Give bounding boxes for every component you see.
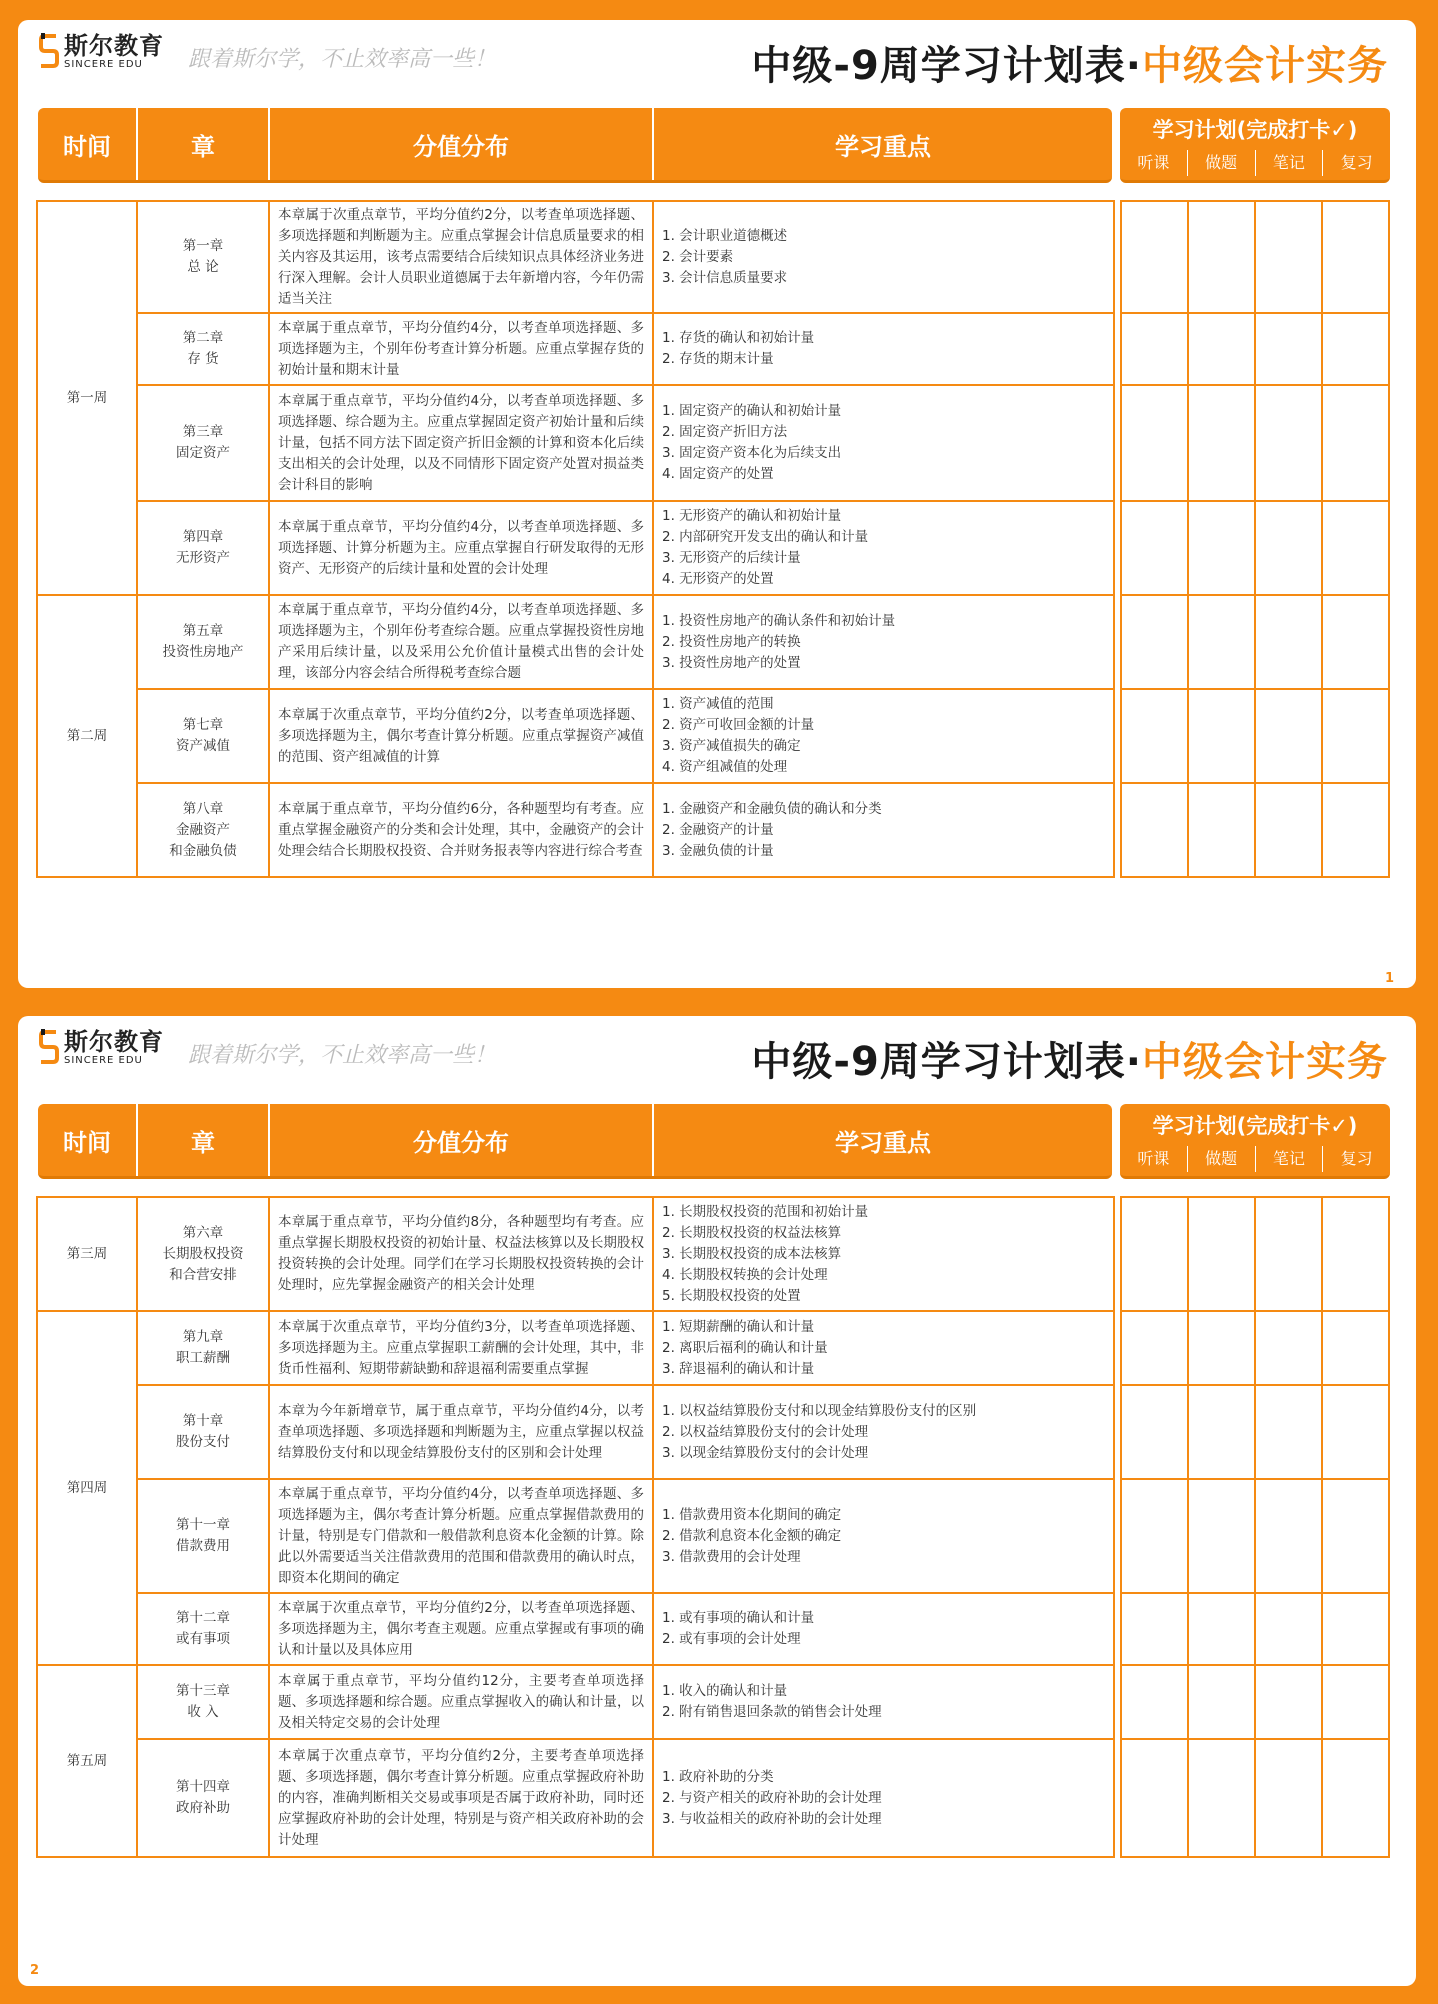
- chapter-name: 第二章 存 货: [137, 313, 269, 385]
- score-desc: 本章属于重点章节，平均分值约4分，以考查单项选择题、多项选择题为主，偶尔考查计算分析题。应重点掌握借款费用的计量，特别是专门借款和一般借款利息资本化金额的计算。除此以外需要适当关注借款费用的范围和借款费用的确认时点，即资本化期间的确定: [269, 1479, 653, 1593]
- checkin-cell[interactable]: [1255, 313, 1322, 385]
- table-row: [37, 1385, 1114, 1479]
- chapter-name: 第七章 资产减值: [137, 689, 269, 783]
- sincere-s-icon: [38, 32, 60, 70]
- col-score: 分值分布: [413, 132, 509, 161]
- focus-list: 1. 收入的确认和计量 2. 附有销售退回条款的销售会计处理: [653, 1665, 1114, 1739]
- focus-list: 1. 固定资产的确认和初始计量 2. 固定资产折旧方法 3. 固定资产资本化为后续支出 4. 固定资产的处置: [653, 385, 1114, 501]
- logo: [38, 1028, 164, 1066]
- page-title: [751, 34, 1388, 91]
- checkin-cell[interactable]: [1121, 595, 1188, 689]
- title-part1: 中级-9周学习计划表·: [751, 43, 1142, 89]
- checkin-cell[interactable]: [1188, 1593, 1255, 1665]
- checkin-cell[interactable]: [1322, 783, 1389, 877]
- plan-notes: 笔记: [1255, 1146, 1323, 1172]
- checkin-cell[interactable]: [1322, 313, 1389, 385]
- checkin-cell[interactable]: [1121, 1593, 1188, 1665]
- checkin-cell[interactable]: [1255, 501, 1322, 595]
- column-header-bar: [38, 1104, 1112, 1179]
- chapter-name: 第八章 金融资产 和金融负债: [137, 783, 269, 877]
- table-row: [37, 1593, 1114, 1665]
- slogan: 跟着斯尔学，不止效率高一些！: [188, 1043, 497, 1068]
- title-part2: 中级会计实务: [1142, 43, 1388, 89]
- focus-list: 1. 无形资产的确认和初始计量 2. 内部研究开发支出的确认和计量 3. 无形资产的后续计量 4. 无形资产的处置: [653, 501, 1114, 595]
- title-part1: 中级-9周学习计划表·: [751, 1039, 1142, 1085]
- plan-page-2: [18, 1016, 1416, 1986]
- checkin-cell[interactable]: [1121, 313, 1188, 385]
- chapter-name: 第三章 固定资产: [137, 385, 269, 501]
- focus-list: 1. 会计职业道德概述 2. 会计要素 3. 会计信息质量要求: [653, 201, 1114, 313]
- plan-header: [1120, 108, 1390, 183]
- page-number: 1: [1384, 971, 1394, 986]
- checkin-cell[interactable]: [1322, 595, 1389, 689]
- checkin-cell[interactable]: [1322, 1593, 1389, 1665]
- checkin-cell[interactable]: [1255, 1479, 1322, 1593]
- table-row: [37, 1311, 1114, 1385]
- chapter-name: 第十三章 收 入: [137, 1665, 269, 1739]
- plan-listen: 听课: [1137, 1149, 1170, 1168]
- table-row: [37, 201, 1114, 313]
- checkin-cell[interactable]: [1188, 1479, 1255, 1593]
- page-title: [751, 1030, 1388, 1087]
- checkin-cell[interactable]: [1255, 1197, 1322, 1311]
- checkin-cell[interactable]: [1188, 1311, 1255, 1385]
- score-desc: 本章属于次重点章节，平均分值约2分，以考查单项选择题、多项选择题和判断题为主。应重点掌握会计信息质量要求的相关内容及其运用，该考点需要结合后续知识点具体经济业务进行深入理解。会计人员职业道德属于去年新增内容，今年仍需适当关注: [269, 201, 653, 313]
- week-label: 第四周: [37, 1311, 137, 1665]
- plan-review: 复习: [1322, 150, 1390, 176]
- checkin-cell[interactable]: [1188, 201, 1255, 313]
- table-row: [37, 783, 1114, 877]
- plan-title: 学习计划(完成打卡✓): [1152, 1114, 1358, 1138]
- score-desc: 本章属于重点章节，平均分值约6分，各种题型均有考查。应重点掌握金融资产的分类和会计处理，其中，金融资产的会计处理会结合长期股权投资、合并财务报表等内容进行综合考查: [269, 783, 653, 877]
- sincere-s-icon: [38, 1028, 60, 1066]
- checkin-cell[interactable]: [1322, 1479, 1389, 1593]
- table-row: [37, 1197, 1114, 1311]
- chapter-name: 第十二章 或有事项: [137, 1593, 269, 1665]
- checkin-cell[interactable]: [1322, 1739, 1389, 1857]
- focus-list: 1. 资产减值的范围 2. 资产可收回金额的计量 3. 资产减值损失的确定 4. 资产组减值的处理: [653, 689, 1114, 783]
- checkin-cell[interactable]: [1322, 689, 1389, 783]
- focus-list: 1. 短期薪酬的确认和计量 2. 离职后福利的确认和计量 3. 辞退福利的确认和计量: [653, 1311, 1114, 1385]
- checkin-cell[interactable]: [1255, 1739, 1322, 1857]
- checkin-cell[interactable]: [1322, 201, 1389, 313]
- logo-cn: 斯尔教育: [64, 31, 164, 60]
- chapter-name: 第六章 长期股权投资 和合营安排: [137, 1197, 269, 1311]
- plan-header: [1120, 1104, 1390, 1179]
- plan-notes: 笔记: [1255, 150, 1323, 176]
- focus-list: 1. 存货的确认和初始计量 2. 存货的期末计量: [653, 313, 1114, 385]
- checkin-cell[interactable]: [1121, 1385, 1188, 1479]
- checkin-cell[interactable]: [1188, 1665, 1255, 1739]
- score-desc: 本章属于次重点章节，平均分值约2分，主要考查单项选择题、多项选择题，偶尔考查计算分析题。应重点掌握政府补助的内容，准确判断相关交易或事项是否属于政府补助，同时还应掌握政府补助的会计处理，特别是与资产相关政府补助的会计处理: [269, 1739, 653, 1857]
- logo: [38, 32, 164, 70]
- score-desc: 本章属于重点章节，平均分值约4分，以考查单项选择题、多项选择题为主，个别年份考查计算分析题。应重点掌握存货的初始计量和期末计量: [269, 313, 653, 385]
- checkin-cell[interactable]: [1121, 1311, 1188, 1385]
- checkin-cell[interactable]: [1188, 385, 1255, 501]
- score-desc: 本章属于次重点章节，平均分值约2分，以考查单项选择题、多项选择题为主，偶尔考查主观题。应重点掌握或有事项的确认和计量以及具体应用: [269, 1593, 653, 1665]
- plan-title: 学习计划(完成打卡✓): [1152, 118, 1358, 142]
- checkin-cell[interactable]: [1322, 385, 1389, 501]
- checkin-cell[interactable]: [1121, 501, 1188, 595]
- checkin-cell[interactable]: [1322, 1385, 1389, 1479]
- plan-page-1: [18, 20, 1416, 988]
- score-desc: 本章属于重点章节，平均分值约4分，以考查单项选择题、多项选择题、综合题为主。应重点掌握固定资产初始计量和后续计量，包括不同方法下固定资产折旧金额的计算和资本化后续支出相关的会计处理，以及不同情形下固定资产处置对损益类会计科目的影响: [269, 385, 653, 501]
- score-desc: 本章属于次重点章节，平均分值约3分，以考查单项选择题、多项选择题为主。应重点掌握职工薪酬的会计处理，其中，非货币性福利、短期带薪缺勤和辞退福利需要重点掌握: [269, 1311, 653, 1385]
- table-row: [37, 501, 1114, 595]
- score-desc: 本章属于重点章节，平均分值约12分，主要考查单项选择题、多项选择题和综合题。应重点掌握收入的确认和计量，以及相关特定交易的会计处理: [269, 1665, 653, 1739]
- table-row: [37, 1739, 1114, 1857]
- col-focus: 学习重点: [835, 1128, 931, 1157]
- checkin-cell[interactable]: [1255, 1385, 1322, 1479]
- col-time: 时间: [63, 1128, 111, 1157]
- col-time: 时间: [63, 132, 111, 161]
- score-desc: 本章为今年新增章节，属于重点章节，平均分值约4分，以考查单项选择题、多项选择题和判断题为主，应重点掌握以权益结算股份支付和以现金结算股份支付的区别和会计处理: [269, 1385, 653, 1479]
- checkin-cell[interactable]: [1188, 689, 1255, 783]
- title-part2: 中级会计实务: [1142, 1039, 1388, 1085]
- col-chapter: 章: [191, 132, 215, 161]
- score-desc: 本章属于重点章节，平均分值约8分，各种题型均有考查。应重点掌握长期股权投资的初始计量、权益法核算以及长期股权投资转换的会计处理。同学们在学习长期股权投资转换的会计处理时，应先掌握金融资产的相关会计处理: [269, 1197, 653, 1311]
- logo-en: SINCERE EDU: [64, 58, 143, 70]
- plan-practice: 做题: [1187, 150, 1255, 176]
- plan-review: 复习: [1322, 1146, 1390, 1172]
- score-desc: 本章属于次重点章节，平均分值约2分，以考查单项选择题、多项选择题为主，偶尔考查计算分析题。应重点掌握资产减值的范围、资产组减值的计算: [269, 689, 653, 783]
- checkin-cell[interactable]: [1188, 1385, 1255, 1479]
- week-label: 第五周: [37, 1665, 137, 1857]
- logo-cn: 斯尔教育: [64, 1027, 164, 1056]
- checkin-cell[interactable]: [1255, 1665, 1322, 1739]
- checkin-grid-2: [1120, 1196, 1390, 1858]
- chapter-name: 第十一章 借款费用: [137, 1479, 269, 1593]
- focus-list: 1. 以权益结算股份支付和以现金结算股份支付的区别 2. 以权益结算股份支付的会计处理 3. 以现金结算股份支付的会计处理: [653, 1385, 1114, 1479]
- focus-list: 1. 金融资产和金融负债的确认和分类 2. 金融资产的计量 3. 金融负债的计量: [653, 783, 1114, 877]
- checkin-cell[interactable]: [1322, 1665, 1389, 1739]
- checkin-cell[interactable]: [1188, 313, 1255, 385]
- schedule-table-2: [36, 1196, 1115, 1858]
- checkin-cell[interactable]: [1121, 201, 1188, 313]
- slogan: 跟着斯尔学，不止效率高一些！: [188, 47, 497, 72]
- table-row: [37, 313, 1114, 385]
- table-row: [37, 1665, 1114, 1739]
- focus-list: 1. 借款费用资本化期间的确定 2. 借款利息资本化金额的确定 3. 借款费用的会计处理: [653, 1479, 1114, 1593]
- table-row: [37, 1479, 1114, 1593]
- checkin-cell[interactable]: [1121, 1197, 1188, 1311]
- page-number: 2: [30, 1963, 40, 1978]
- checkin-cell[interactable]: [1188, 783, 1255, 877]
- checkin-cell[interactable]: [1121, 385, 1188, 501]
- checkin-grid-1: [1120, 200, 1390, 878]
- chapter-name: 第九章 职工薪酬: [137, 1311, 269, 1385]
- chapter-name: 第四章 无形资产: [137, 501, 269, 595]
- table-row: [37, 689, 1114, 783]
- focus-list: 1. 政府补助的分类 2. 与资产相关的政府补助的会计处理 3. 与收益相关的政府补助的会计处理: [653, 1739, 1114, 1857]
- chapter-name: 第十章 股份支付: [137, 1385, 269, 1479]
- week-label: 第三周: [37, 1197, 137, 1311]
- col-chapter: 章: [191, 1128, 215, 1157]
- focus-list: 1. 投资性房地产的确认条件和初始计量 2. 投资性房地产的转换 3. 投资性房地产的处置: [653, 595, 1114, 689]
- checkin-cell[interactable]: [1255, 385, 1322, 501]
- checkin-cell[interactable]: [1255, 201, 1322, 313]
- checkin-cell[interactable]: [1188, 1197, 1255, 1311]
- checkin-cell[interactable]: [1188, 595, 1255, 689]
- focus-list: 1. 或有事项的确认和计量 2. 或有事项的会计处理: [653, 1593, 1114, 1665]
- column-header-bar: [38, 108, 1112, 183]
- checkin-cell[interactable]: [1188, 1739, 1255, 1857]
- checkin-cell[interactable]: [1121, 1665, 1188, 1739]
- checkin-cell[interactable]: [1255, 1593, 1322, 1665]
- checkin-cell[interactable]: [1322, 1311, 1389, 1385]
- table-row: [37, 595, 1114, 689]
- chapter-name: 第一章 总 论: [137, 201, 269, 313]
- checkin-cell[interactable]: [1188, 501, 1255, 595]
- col-focus: 学习重点: [835, 132, 931, 161]
- plan-practice: 做题: [1187, 1146, 1255, 1172]
- week-label: 第二周: [37, 595, 137, 877]
- checkin-cell[interactable]: [1322, 1197, 1389, 1311]
- score-desc: 本章属于重点章节，平均分值约4分，以考查单项选择题、多项选择题为主，个别年份考查综合题。应重点掌握投资性房地产采用后续计量，以及采用公允价值计量模式出售的会计处理，该部分内容会结合所得税考查综合题: [269, 595, 653, 689]
- score-desc: 本章属于重点章节，平均分值约4分，以考查单项选择题、多项选择题、计算分析题为主。应重点掌握自行研发取得的无形资产、无形资产的后续计量和处置的会计处理: [269, 501, 653, 595]
- checkin-cell[interactable]: [1255, 689, 1322, 783]
- checkin-cell[interactable]: [1255, 1311, 1322, 1385]
- logo-en: SINCERE EDU: [64, 1054, 143, 1066]
- checkin-cell[interactable]: [1322, 501, 1389, 595]
- checkin-cell[interactable]: [1255, 595, 1322, 689]
- checkin-cell[interactable]: [1121, 1739, 1188, 1857]
- plan-listen: 听课: [1137, 153, 1170, 172]
- week-label: 第一周: [37, 201, 137, 595]
- checkin-cell[interactable]: [1121, 783, 1188, 877]
- chapter-name: 第五章 投资性房地产: [137, 595, 269, 689]
- focus-list: 1. 长期股权投资的范围和初始计量 2. 长期股权投资的权益法核算 3. 长期股权投资的成本法核算 4. 长期股权转换的会计处理 5. 长期股权投资的处置: [653, 1197, 1114, 1311]
- checkin-cell[interactable]: [1255, 783, 1322, 877]
- table-row: [37, 385, 1114, 501]
- checkin-cell[interactable]: [1121, 689, 1188, 783]
- chapter-name: 第十四章 政府补助: [137, 1739, 269, 1857]
- checkin-cell[interactable]: [1121, 1479, 1188, 1593]
- col-score: 分值分布: [413, 1128, 509, 1157]
- schedule-table-1: [36, 200, 1115, 878]
